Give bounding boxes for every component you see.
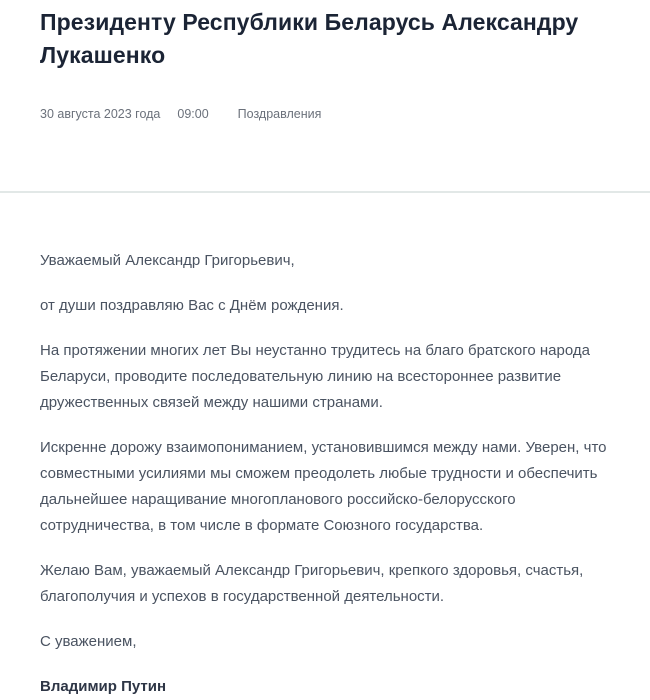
signature: Владимир Путин [40,678,167,695]
article-meta [40,106,610,123]
publish-time: 09:00 [177,107,209,121]
article-header [0,0,650,123]
header-divider [0,191,650,193]
publish-date: 30 августа 2023 года [40,107,161,121]
letter-paragraph-salutation: Уважаемый Александр Григорьевич, [40,252,295,269]
letter-paragraph-closing: С уважением, [40,633,137,650]
category-link[interactable]: Поздравления [237,107,322,121]
letter-paragraph: Желаю Вам, уважаемый Александр Григорьевич, крепкого здоровья, счастья, благополучия и успехов в государственной деятельности. [40,562,584,605]
letter-paragraph: Искренне дорожу взаимопониманием, установившимся между нами. Уверен, что совместными усилиями мы сможем преодолеть любые трудности и обеспечить дальнейшее наращивание многопланового российско-белорусского сотрудничества, в том числе в формате Союзного государства. [40,439,607,534]
page-title: Президенту Республики Беларусь Александру Лукашенко [40,9,579,68]
letter-paragraph: от души поздравляю Вас с Днём рождения. [40,297,344,314]
letter-body [0,248,650,700]
letter-paragraph: На протяжении многих лет Вы неустанно трудитесь на благо братского народа Беларуси, проводите последовательную линию на всестороннее развитие дружественных связей между нашими странами. [40,342,590,411]
